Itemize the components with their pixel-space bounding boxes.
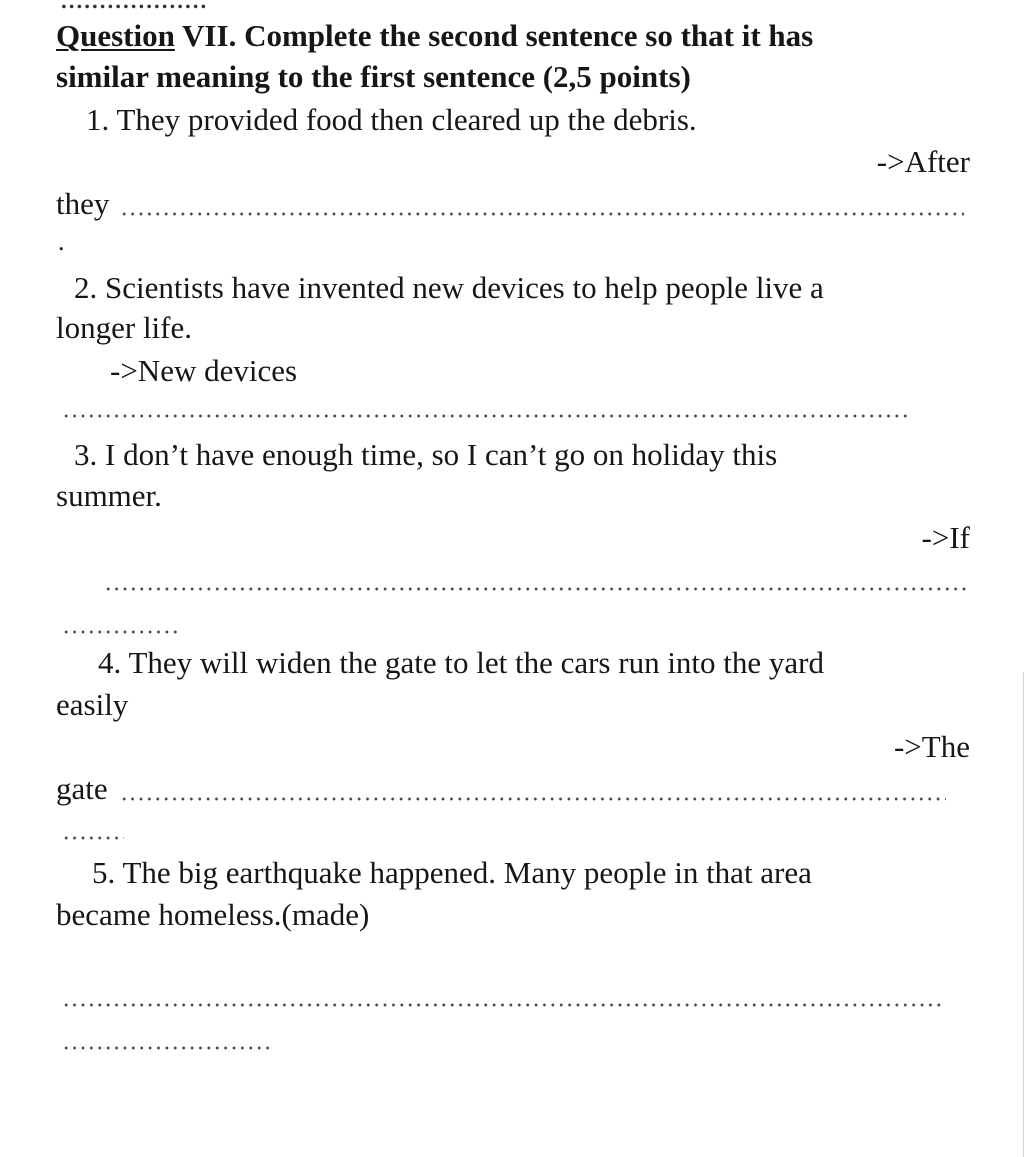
item-2-prompt: ->New devices [110,353,298,388]
item-1-answer-blank[interactable] [120,212,964,216]
item-3-sentence-line-2: summer. [56,478,162,513]
item-3-answer-blank-1[interactable] [104,587,970,591]
item-2-sentence-line-2: longer life. [56,310,193,345]
item-4-prompt: ->The [893,729,970,764]
question-title-line-1 [56,16,813,56]
item-4-answer-blank-1[interactable] [120,797,946,801]
item-4-answer-start: gate [56,771,108,806]
item-2-sentence-line-1: 2. Scientists have invented new devices to help people live a [74,270,824,305]
item-4-sentence-line-1: 4. They will widen the gate to let the cars run into the yard [98,645,825,680]
item-2-answer-blank[interactable] [62,414,910,418]
item-1-stray-mark: . [58,227,65,256]
item-1-answer-start: they [56,186,110,221]
item-5-sentence-line-1: 5. The big earthquake happened. Many people in that area [92,855,812,890]
question-title-line-2: similar meaning to the first sentence (2,5 points) [56,59,691,94]
item-3-sentence-line-1: 3. I don’t have enough time, so I can’t go on holiday this [74,437,778,472]
item-5-answer-blank-1[interactable] [62,1003,942,1007]
item-3-prompt: ->If [921,520,970,555]
item-5-sentence-line-2: became homeless.(made) [56,897,370,932]
item-1-sentence: 1. They provided food then cleared up the debris. [86,102,697,137]
item-1-prompt: ->After [876,144,970,179]
item-4-answer-blank-2[interactable] [62,836,124,840]
item-5-answer-blank-2[interactable] [62,1046,270,1050]
item-3-answer-blank-2[interactable] [62,630,180,634]
question-label: Question [56,18,175,53]
item-4-sentence-line-2: easily [56,687,129,722]
question-title-rest: VII. Complete the second sentence so that it has [174,18,814,53]
